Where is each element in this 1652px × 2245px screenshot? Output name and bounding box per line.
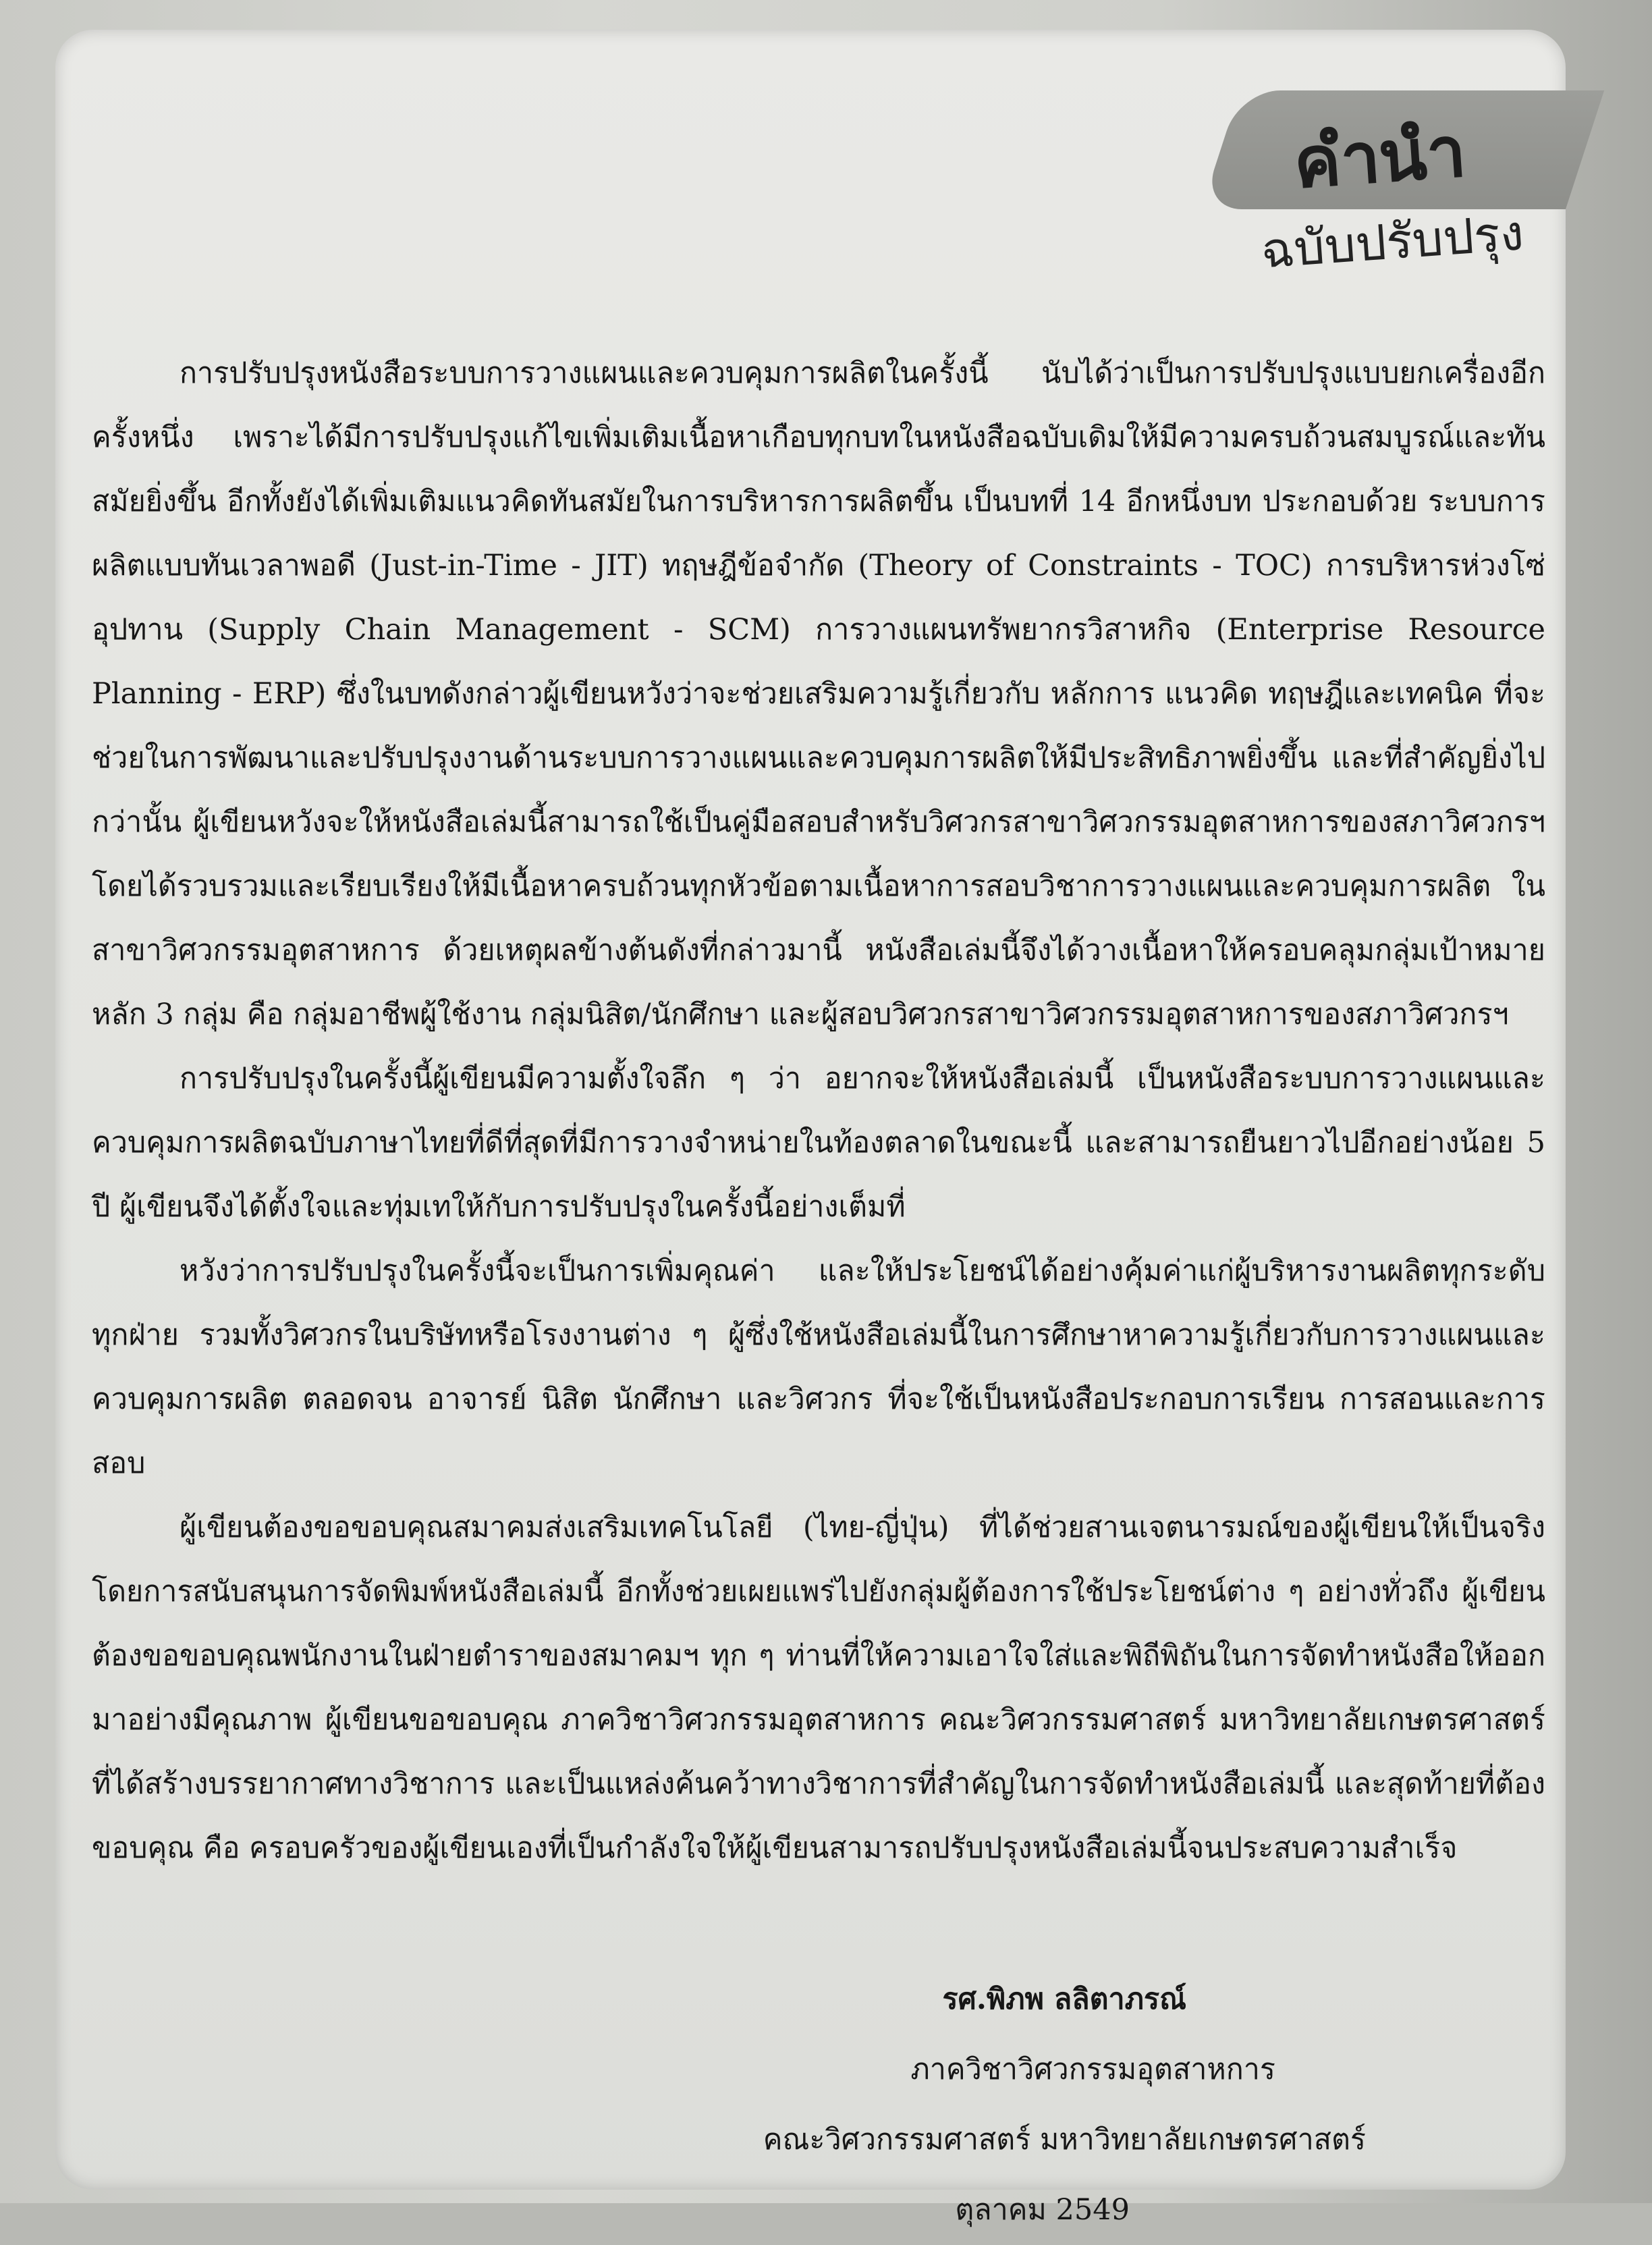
author-name: รศ.พิภพ ลลิตาภรณ์ [942, 1982, 1186, 2016]
preface-body [92, 342, 1545, 1881]
author-faculty: คณะวิศวกรรมศาสตร์ มหาวิทยาลัยเกษตรศาสตร์ [763, 2123, 1366, 2157]
book-page [55, 30, 1566, 2227]
paragraph-1: การปรับปรุงหนังสือระบบการวางแผนและควบคุมการผลิตในครั้งนี้ นับได้ว่าเป็นการปรับปรุงแบบยกเครื่องอีกครั้งหนึ่ง เพราะได้มีการปรับปรุงแก้ไขเพิ่มเติมเนื้อหาเกือบทุกบทในหนังสือฉบับเดิมให้มีความครบถ้วนสมบูรณ์และทันสมัยยิ่งขึ้น อีกทั้งยังได้เพิ่มเติมแนวคิดทันสมัยในการบริหารการผลิตขึ้น เป็นบทที่ 14 อีกหนึ่งบท ประกอบด้วย ระบบการผลิตแบบทันเวลาพอดี (Just-in-Time - JIT) ทฤษฎีข้อจำกัด (Theory of Constraints - TOC) การบริหารห่วงโซ่อุปทาน (Supply Chain Management - SCM) การวางแผนทรัพยากรวิสาหกิจ (Enterprise Resource Planning - ERP) ซึ่งในบทดังกล่าวผู้เขียนหวังว่าจะช่วยเสริมความรู้เกี่ยวกับ หลักการ แนวคิด ทฤษฎีและเทคนิค ที่จะช่วยในการพัฒนาและปรับปรุงงานด้านระบบการวางแผนและควบคุมการผลิตให้มีประสิทธิภาพยิ่งขึ้น และที่สำคัญยิ่งไปกว่านั้น ผู้เขียนหวังจะให้หนังสือเล่มนี้สามารถใช้เป็นคู่มือสอบสำหรับวิศวกรสาขาวิศวกรรมอุตสาหการของสภาวิศวกรฯ โดยได้รวบรวมและเรียบเรียงให้มีเนื้อหาครบถ้วนทุกหัวข้อตามเนื้อหาการสอบวิชาการวางแผนและควบคุมการผลิต ในสาขาวิศวกรรมอุตสาหการ ด้วยเหตุผลข้างต้นดังที่กล่าวมานี้ หนังสือเล่มนี้จึงได้วางเนื้อหาให้ครอบคลุมกลุ่มเป้าหมายหลัก 3 กลุ่ม คือ กลุ่มอาชีพผู้ใช้งาน กลุ่มนิสิต/นักศึกษา และผู้สอบวิศวกรสาขาวิศวกรรมอุตสาหการของสภาวิศวกรฯ [92, 356, 1545, 1031]
page-title: คำนำ [1290, 110, 1467, 205]
paragraph-3: หวังว่าการปรับปรุงในครั้งนี้จะเป็นการเพิ่มคุณค่า และให้ประโยชน์ได้อย่างคุ้มค่าแก่ผู้บริหารงานผลิตทุกระดับทุกฝ่าย รวมทั้งวิศวกรในบริษัทหรือโรงงานต่าง ๆ ผู้ซึ่งใช้หนังสือเล่มนี้ในการศึกษาหาความรู้เกี่ยวกับการวางแผนและควบคุมการผลิต ตลอดจน อาจารย์ นิสิต นักศึกษา และวิศวกร ที่จะใช้เป็นหนังสือประกอบการเรียน การสอนและการสอบ [92, 1254, 1545, 1480]
signature-block [556, 1964, 1366, 2245]
paragraph-4: ผู้เขียนต้องขอขอบคุณสมาคมส่งเสริมเทคโนโลยี (ไทย-ญี่ปุ่น) ที่ได้ช่วยสานเจตนารมณ์ของผู้เขียนให้เป็นจริง โดยการสนับสนุนการจัดพิมพ์หนังสือเล่มนี้ อีกทั้งช่วยเผยแพร่ไปยังกลุ่มผู้ต้องการใช้ประโยชน์ต่าง ๆ อย่างทั่วถึง ผู้เขียนต้องขอขอบคุณพนักงานในฝ่ายตำราของสมาคมฯ ทุก ๆ ท่านที่ให้ความเอาใจใส่และพิถีพิถันในการจัดทำหนังสือให้ออกมาอย่างมีคุณภาพ ผู้เขียนขอขอบคุณ ภาควิชาวิศวกรรมอุตสาหการ คณะวิศวกรรมศาสตร์ มหาวิทยาลัยเกษตรศาสตร์ ที่ได้สร้างบรรยากาศทางวิชาการ และเป็นแหล่งค้นคว้าทางวิชาการที่สำคัญในการจัดทำหนังสือเล่มนี้ และสุดท้ายที่ต้องขอบคุณ คือ ครอบครัวของผู้เขียนเองที่เป็นกำลังใจให้ผู้เขียนสามารถปรับปรุงหนังสือเล่มนี้จนประสบความสำเร็จ [92, 1511, 1545, 1865]
paragraph-2: การปรับปรุงในครั้งนี้ผู้เขียนมีความตั้งใจลึก ๆ ว่า อยากจะให้หนังสือเล่มนี้ เป็นหนังสือระบบการวางแผนและควบคุมการผลิตฉบับภาษาไทยที่ดีที่สุดที่มีการวางจำหน่ายในท้องตลาดในขณะนี้ และสามารถยืนยาวไปอีกอย่างน้อย 5 ปี ผู้เขียนจึงได้ตั้งใจและทุ่มเทให้กับการปรับปรุงในครั้งนี้อย่างเต็มที่ [92, 1062, 1545, 1224]
signature-date: ตุลาคม 2549 [955, 2193, 1130, 2227]
page-subtitle: ฉบับปรับปรุง [1259, 204, 1526, 279]
author-department: ภาควิชาวิศวกรรมอุตสาหการ [910, 2053, 1275, 2086]
